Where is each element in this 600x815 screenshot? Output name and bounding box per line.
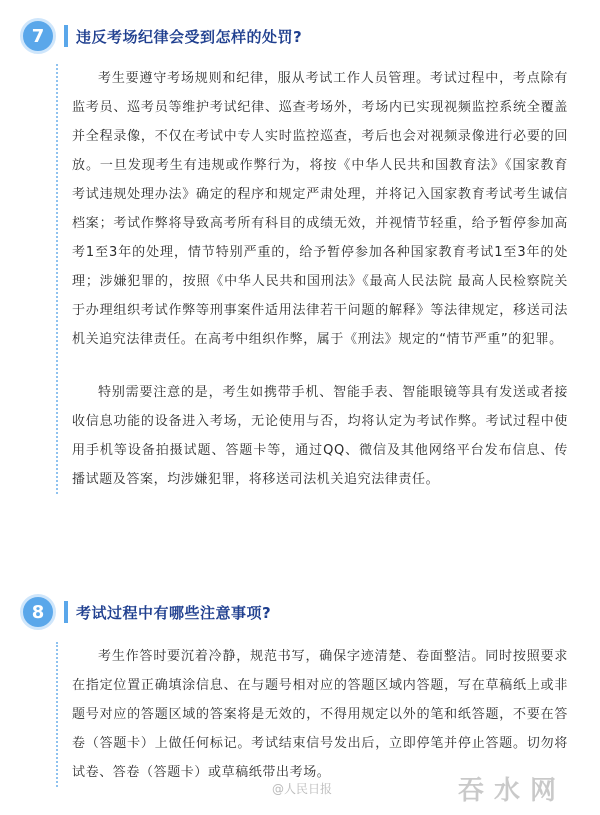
question-8-number-badge: 8	[20, 594, 56, 630]
question-8-header	[20, 594, 271, 630]
question-7-answer	[56, 64, 568, 494]
question-7-title: 违反考场纪律会受到怎样的处罚?	[76, 27, 303, 46]
question-7-number-badge: 7	[20, 18, 56, 54]
question-8-title: 考试过程中有哪些注意事项?	[76, 603, 272, 622]
watermark-site-logo: 吞水网	[458, 776, 567, 806]
question-7-paragraph-1: 考生要遵守考场规则和纪律，服从考试工作人员管理。考试过程中，考点除有监考员、巡考员等维护考试纪律、巡查考场外，考场内已实现视频监控系统全覆盖并全程录像，不仅在考试中专人实时监控巡查，考后也会对视频录像进行必要的回放。一旦发现考生有违规或作弊行为，将按《中华人民共和国教育法》《国家教育考试违规处理办法》确定的程序和规定严肃处理，并将记入国家教育考试考生诚信档案；考试作弊将导致高考所有科目的成绩无效，并视情节轻重，给予暂停参加高考1至3年的处理，情节特别严重的，给予暂停参加各种国家教育考试1至3年的处理；涉嫌犯罪的，按照《中华人民共和国刑法》《最高人民法院 最高人民检察院关于办理组织考试作弊等刑事案件适用法律若干问题的解释》等法律规定，移送司法机关追究法律责任。在高考中组织作弊，属于《刑法》规定的“情节严重”的犯罪。	[72, 71, 568, 347]
question-7-header	[20, 18, 302, 54]
question-8-answer	[56, 642, 568, 787]
watermark-source: @人民日报	[272, 782, 333, 796]
title-accent-bar	[64, 25, 68, 47]
question-8-paragraph-1: 考生作答时要沉着冷静，规范书写，确保字迹清楚、卷面整洁。同时按照要求在指定位置正确填涂信息、在与题号相对应的答题区域内答题，写在草稿纸上或非题号对应的答题区域的答案将是无效的，不得用规定以外的笔和纸答题，不要在答卷（答题卡）上做任何标记。考试结束信号发出后，立即停笔并停止答题。切勿将试卷、答卷（答题卡）或草稿纸带出考场。	[72, 649, 568, 780]
question-7-paragraph-2: 特别需要注意的是，考生如携带手机、智能手表、智能眼镜等具有发送或者接收信息功能的设备进入考场，无论使用与否，均将认定为考试作弊。考试过程中使用手机等设备拍摄试题、答题卡等，通过QQ、微信及其他网络平台发布信息、传播试题及答案，均涉嫌犯罪，将移送司法机关追究法律责任。	[72, 385, 568, 487]
title-accent-bar	[64, 601, 68, 623]
